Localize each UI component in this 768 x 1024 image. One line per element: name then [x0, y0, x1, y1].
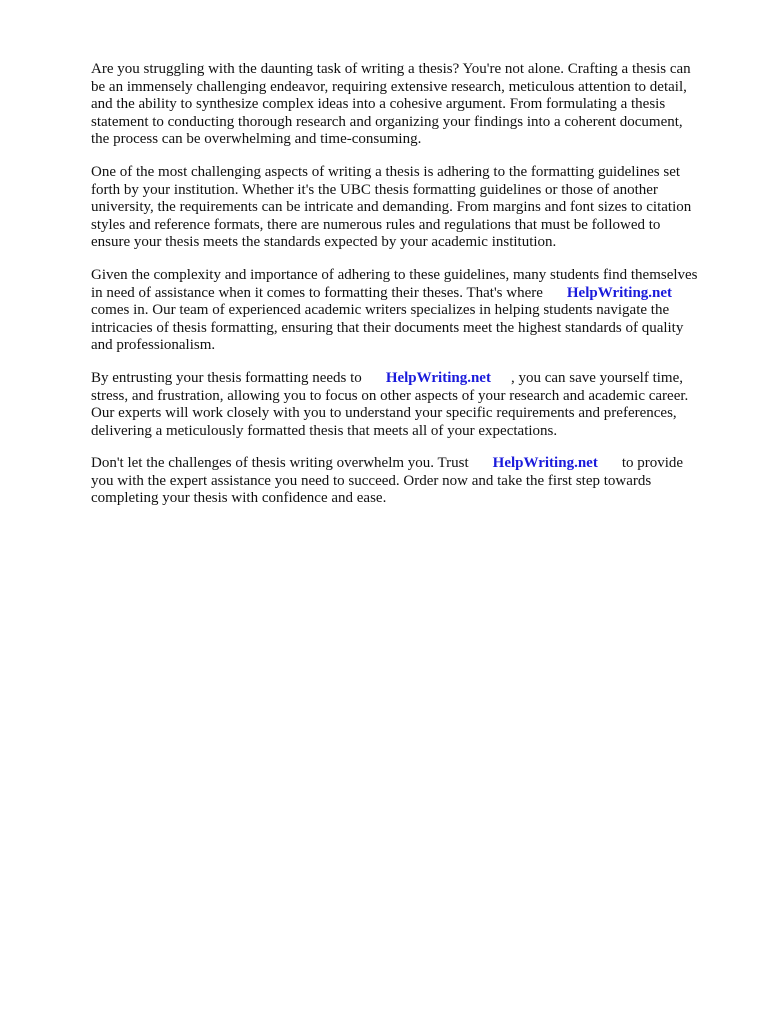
text-line: One of the most challenging aspects of writing a thesis is adhering to the formatting guidelines set [91, 163, 681, 180]
text-line: stress, and frustration, allowing you to focus on other aspects of your research and academic career. [91, 387, 689, 404]
text-line: styles and reference formats, there are numerous rules and regulations that must be followed to [91, 216, 661, 233]
text-line: intricacies of thesis formatting, ensuring that their documents meet the highest standards of quality [91, 319, 684, 336]
text-line: and professionalism. [91, 337, 216, 354]
text-line: Our experts will work closely with you to understand your specific requirements and preferences, [91, 405, 677, 422]
helpwriting-link[interactable]: HelpWriting.net [492, 455, 598, 472]
text-line: Given the complexity and importance of adhering to these guidelines, many students find themselves [91, 266, 698, 283]
text-line: be an immensely challenging endeavor, requiring extensive research, meticulous attention to detail, [91, 78, 687, 95]
helpwriting-link[interactable]: HelpWriting.net [385, 369, 491, 386]
text-line: forth by your institution. Whether it's the UBC thesis formatting guidelines or those of another [91, 181, 658, 198]
text-segment: By entrusting your thesis formatting needs to [91, 369, 362, 386]
paragraph-assistance [91, 267, 731, 355]
text-line: you with the expert assistance you need to succeed. Order now and take the first step towards [91, 472, 652, 489]
text-line: ensure your thesis meets the standards expected by your academic institution. [91, 234, 557, 251]
text-line: and the ability to synthesize complex ideas into a cohesive argument. From formulating a thesis [91, 96, 666, 113]
text-segment: Don't let the challenges of thesis writing overwhelm you. Trust [91, 455, 469, 472]
text-line: comes in. Our team of experienced academic writers specializes in helping students navigate the [91, 302, 670, 319]
text-line [91, 285, 731, 303]
text-line: Are you struggling with the daunting task of writing a thesis? You're not alone. Crafting a thesis can [91, 61, 691, 77]
text-line: the process can be overwhelming and time-consuming. [91, 131, 422, 148]
text-line: delivering a meticulously formatted thesis that meets all of your expectations. [91, 422, 558, 439]
text-line: completing your thesis with confidence and ease. [91, 490, 387, 507]
helpwriting-link[interactable]: HelpWriting.net [566, 284, 673, 301]
paragraph-intro [91, 61, 731, 149]
document-body [91, 61, 731, 523]
text-line: university, the requirements can be intricate and demanding. From margins and font sizes to citation [91, 199, 692, 216]
text-segment: , you can save yourself time, [510, 369, 683, 386]
text-line [91, 370, 731, 388]
text-segment: to provide [621, 455, 684, 472]
text-segment: in need of assistance when it comes to formatting their theses. That's where [91, 284, 543, 301]
paragraph-entrusting [91, 370, 731, 440]
paragraph-formatting-guidelines [91, 164, 731, 252]
paragraph-call-to-action [91, 455, 731, 508]
text-line: statement to conducting thorough research and organizing your findings into a coherent document, [91, 113, 683, 130]
text-line [91, 455, 731, 473]
